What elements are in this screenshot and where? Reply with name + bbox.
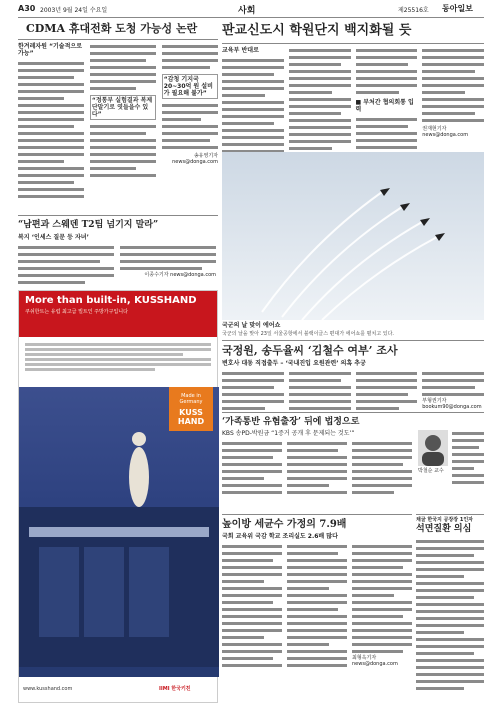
logo-top: Made in Germany [179, 393, 203, 405]
kukjeong-byline: 부형권기자 bookum90@donga.com [422, 398, 482, 410]
section-title: 사회 [238, 6, 256, 16]
pangyo-subhead: 교육부 반대로 [222, 47, 259, 54]
header-rule [18, 17, 484, 18]
logo-text: KUSS HAND [177, 408, 205, 426]
asbestos-article [416, 514, 484, 704]
issue-number: 제25516호 [398, 7, 429, 14]
jeju-byline: 최형옥기자 news@donga.com [352, 655, 398, 667]
entrance-article [18, 215, 218, 285]
professor-caption: 박철순 교수 [418, 468, 444, 474]
cdma-subbox-1: “정통부 실험결과 복제단말기로 엿들을수 있다” [90, 95, 156, 120]
jeju-headline: 높이방 세균수 가정의 7.9배 [222, 519, 347, 530]
cdma-article [18, 22, 218, 210]
page-header [18, 2, 484, 18]
cdma-headline: CDMA 휴대전화 도청 가능성 논란 [26, 22, 198, 35]
kusshand-logo [169, 387, 213, 431]
murder-headline: ‘가족통반 유혐출장’ 뒤에 법정으로 [222, 417, 360, 427]
airshow-caption-title: 국군의 날 맞이 에어쇼 [222, 322, 281, 329]
ad-headline-band [19, 291, 217, 337]
airshow-image [222, 152, 484, 320]
airshow-photo [222, 152, 484, 320]
asbestos-subhead: 채굴 한국지 공장장 1인자 [416, 517, 474, 523]
ad-website: www.kusshand.com [23, 686, 73, 692]
murder-subhead: KBS 송PD-박원금 “1증거 공개 후 문제되는 것도’” [222, 430, 355, 437]
page-number: A30 [18, 4, 36, 13]
divider [18, 39, 218, 40]
professor-photo [418, 430, 448, 466]
jeju-subhead: 국회 교육위 국감 학교 조리실도 2.6배 많다 [222, 533, 338, 540]
pangyo-byline: 권재현기자 news@donga.com [422, 126, 469, 138]
kukjeong-headline: 국정원, 송두율씨 ‘김철수 여부’ 조사 [222, 344, 398, 357]
ad-brand-footer: IIMI 한국키친 [159, 686, 191, 692]
cdma-byline: 송유영기자 news@donga.com [172, 153, 218, 165]
cdma-subbox-2: “감청 기지국 20~30억 원 설비가 필요해 불가” [162, 74, 218, 99]
asbestos-headline: 석면질환 의심 [416, 524, 472, 534]
kukjeong-subhead: 변호사 대동 직접출두 – ‘국내진입 요원관련’ 의혹 추궁 [222, 360, 366, 367]
pangyo-article [222, 22, 484, 332]
portrait-image [418, 430, 448, 466]
divider [222, 43, 484, 44]
cdma-subhead: 한겨레자원 “기술적으로 가능” [18, 43, 82, 57]
entrance-headline: “남편과 스웨덴 T2팀 넘기지 말라” [18, 220, 159, 230]
ad-headline: More than built-in, KUSSHAND [25, 295, 197, 306]
pangyo-section-head: ■ 부처간 협의회통 입력 [355, 99, 414, 113]
jeju-article [222, 514, 412, 704]
kukjeong-article [222, 340, 484, 410]
entrance-byline: 이종수기자 news@donga.com [144, 272, 216, 278]
ad-tagline: 쿠쉬한트는 유럽 최고급 빌트인 주방가구입니다 [25, 309, 128, 315]
issue-date: 2003년 9월 24일 수요일 [40, 7, 108, 14]
pangyo-headline: 판교신도시 학원단지 백지화될 듯 [222, 23, 412, 38]
divider [416, 514, 484, 515]
kusshand-ad [18, 290, 218, 703]
airshow-caption: 국군의 날을 맞아 23일 서울공항에서 블랙이글스 편대가 에어쇼를 펼치고 있다. [222, 331, 394, 337]
murder-article [222, 412, 484, 512]
entrance-subhead: 복지 ‘인세스 질문 등 자녀’ [18, 234, 89, 241]
publisher-name: 동아일보 [442, 3, 473, 13]
